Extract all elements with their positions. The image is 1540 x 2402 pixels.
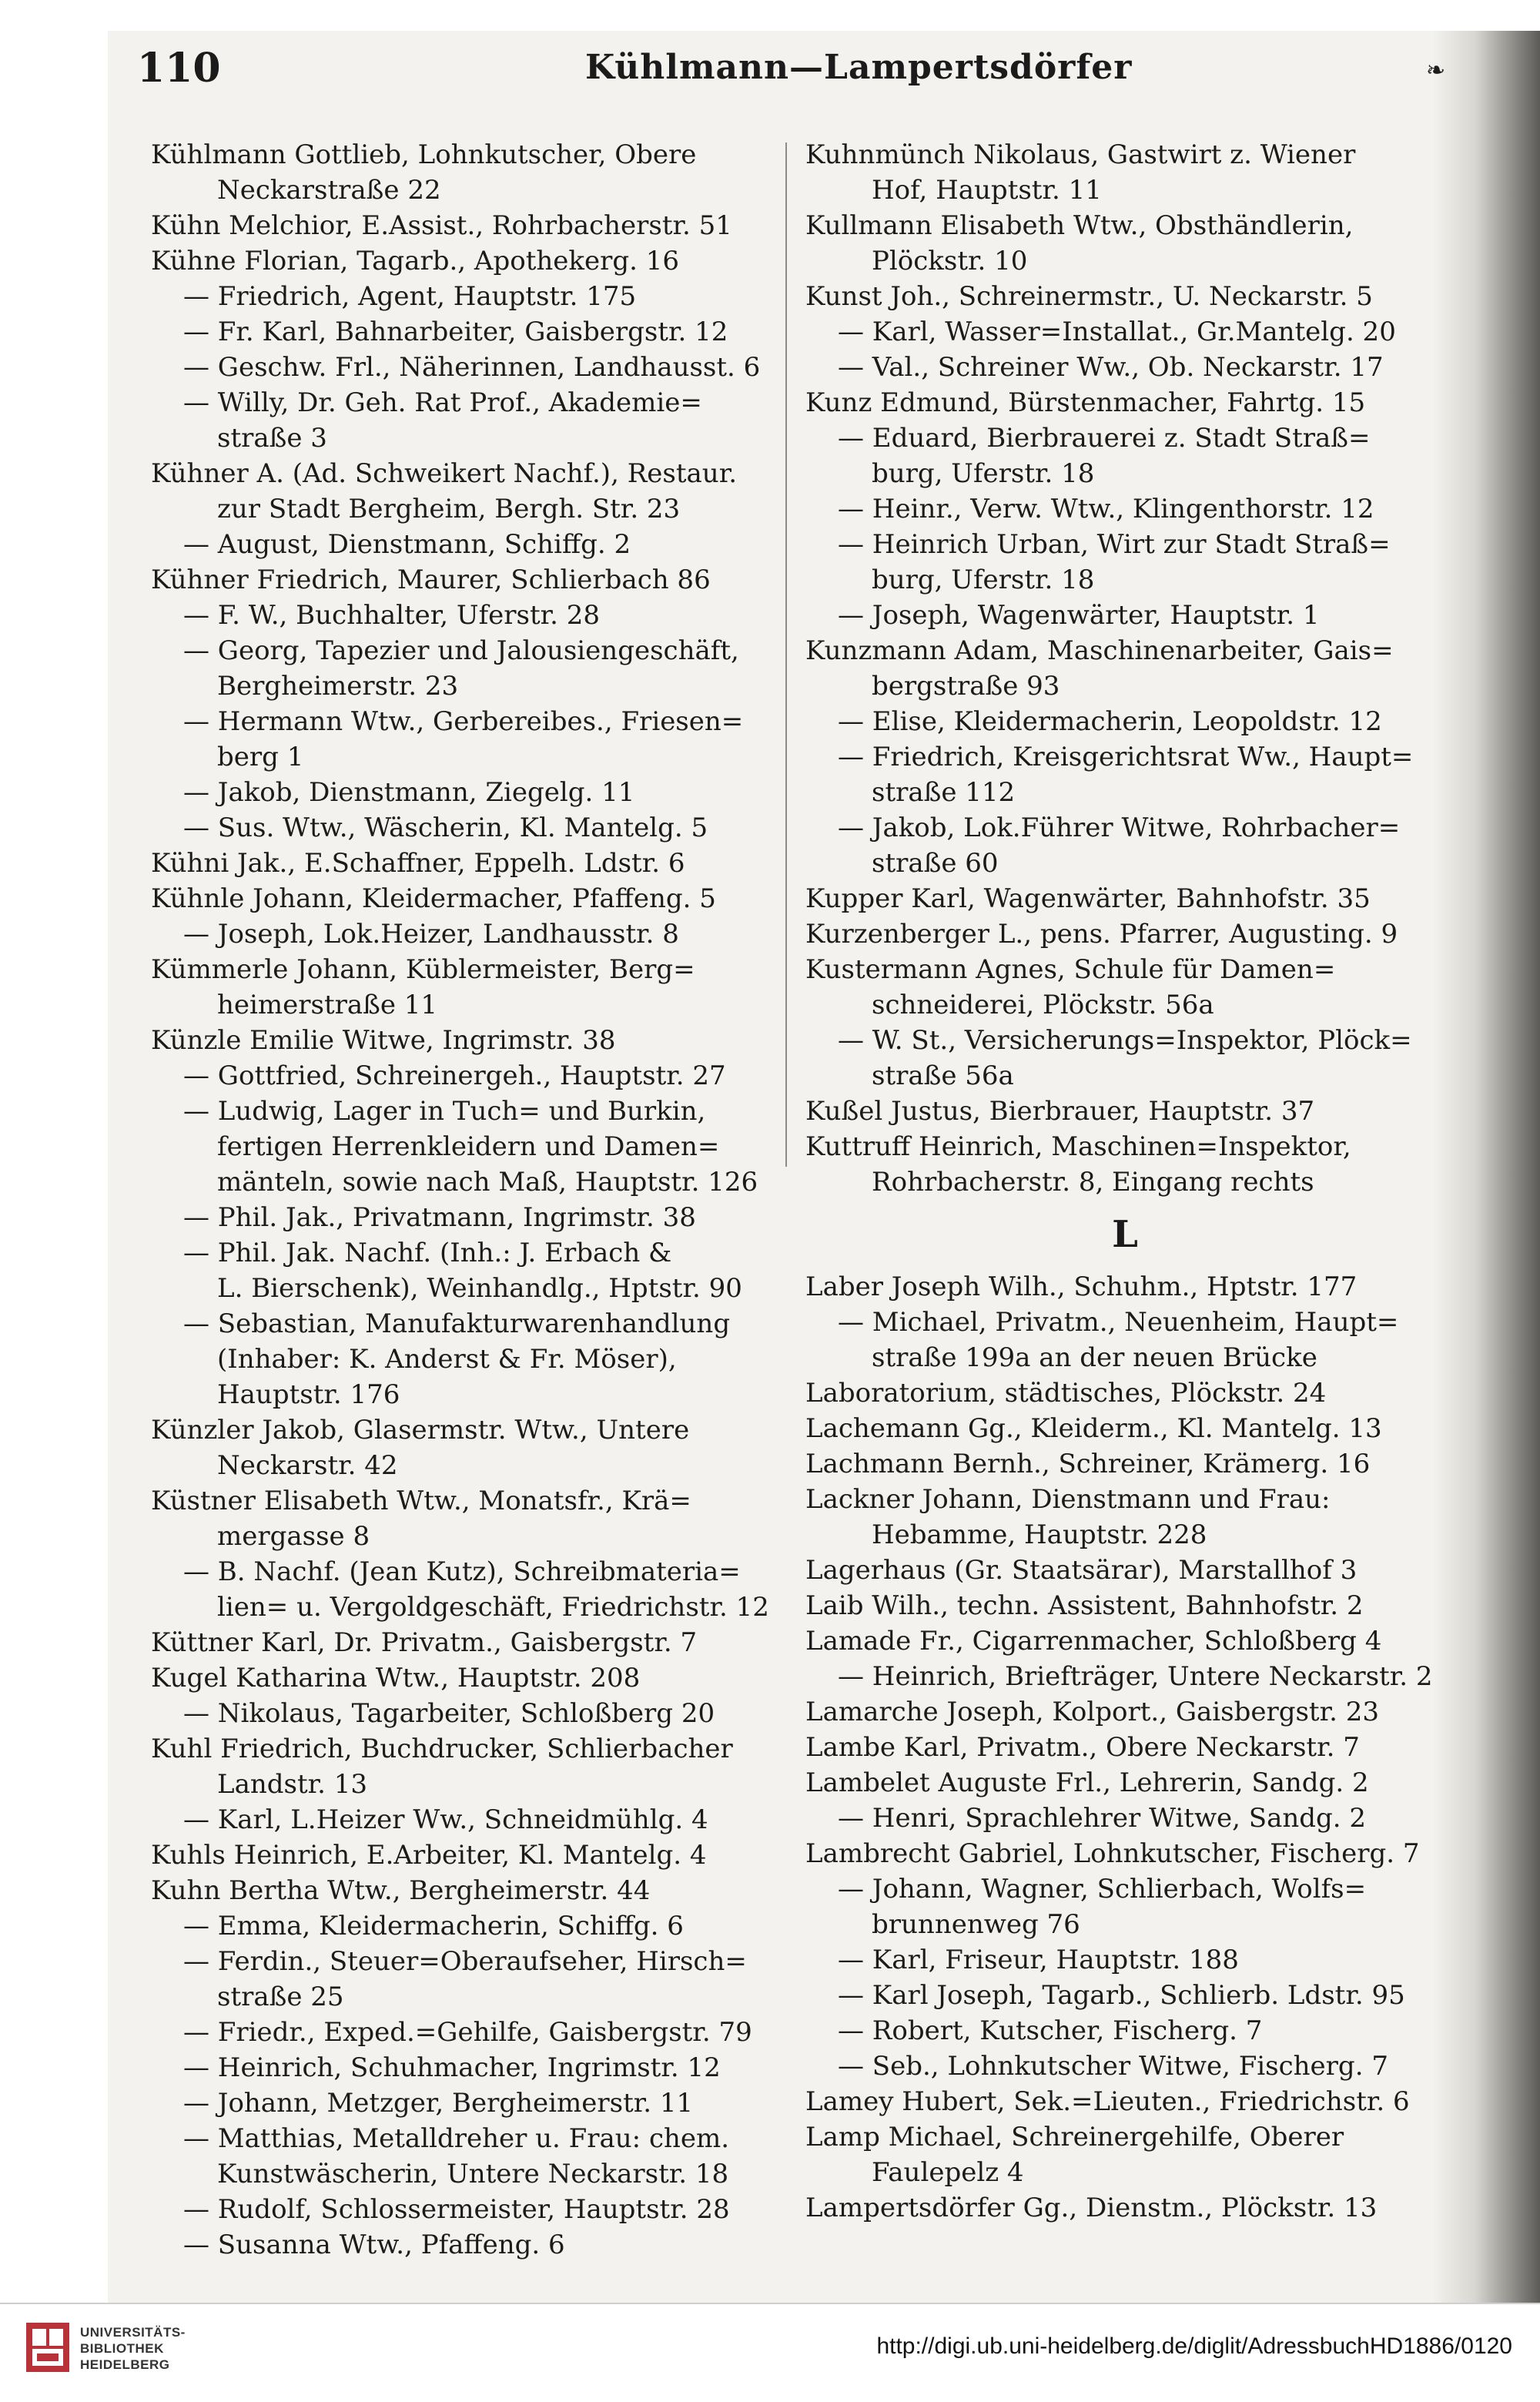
directory-entry: — Friedrich, Kreisgerichtsrat Ww., Haupt= — [838, 742, 1414, 772]
entry-continuation: fertigen Herrenkleidern und Damen= — [217, 1131, 720, 1162]
entry-continuation: Hauptstr. 176 — [217, 1379, 400, 1410]
library-logo-text — [80, 2324, 186, 2373]
directory-entry: — Fr. Karl, Bahnarbeiter, Gaisbergstr. 12 — [183, 317, 728, 347]
directory-entry: — Michael, Privatm., Neuenheim, Haupt= — [838, 1307, 1399, 1338]
directory-entry: Lambrecht Gabriel, Lohnkutscher, Fischerg. 7 — [805, 1838, 1420, 1869]
directory-entry: Lackner Johann, Dienstmann und Frau: — [805, 1484, 1331, 1515]
directory-entry: — Val., Schreiner Ww., Ob. Neckarstr. 17 — [838, 352, 1384, 383]
entry-continuation: mänteln, sowie nach Maß, Hauptstr. 126 — [217, 1167, 758, 1198]
entry-continuation: burg, Uferstr. 18 — [872, 564, 1095, 595]
directory-entry: Lamade Fr., Cigarrenmacher, Schloßberg 4 — [805, 1626, 1382, 1657]
entry-continuation: Kunstwäscherin, Untere Neckarstr. 18 — [217, 2159, 729, 2189]
directory-entry: Kugel Katharina Wtw., Hauptstr. 208 — [151, 1663, 641, 1693]
directory-entry: — Seb., Lohnkutscher Witwe, Fischerg. 7 — [838, 2051, 1388, 2082]
directory-entry: — Phil. Jak. Nachf. (Inh.: J. Erbach & — [183, 1238, 672, 1268]
entry-continuation: Faulepelz 4 — [872, 2157, 1024, 2188]
directory-entry: Laber Joseph Wilh., Schuhm., Hptstr. 177 — [805, 1271, 1358, 1302]
directory-entry: Kunst Joh., Schreinermstr., U. Neckarstr. 5 — [805, 281, 1373, 312]
directory-entry: — Joseph, Wagenwärter, Hauptstr. 1 — [838, 600, 1320, 631]
directory-entry: Künzle Emilie Witwe, Ingrimstr. 38 — [151, 1025, 616, 1056]
directory-entry: Kuhl Friedrich, Buchdrucker, Schlierbacher — [151, 1734, 733, 1764]
directory-entry: Kümmerle Johann, Küblermeister, Berg= — [151, 954, 695, 985]
entry-continuation: Bergheimerstr. 23 — [217, 671, 459, 702]
directory-entry: Kuhnmünch Nikolaus, Gastwirt z. Wiener — [805, 139, 1356, 170]
directory-entry: — F. W., Buchhalter, Uferstr. 28 — [183, 600, 601, 631]
directory-entry: — Heinrich, Briefträger, Untere Neckarstr. 2 — [838, 1661, 1433, 1692]
directory-entry: — Heinrich, Schuhmacher, Ingrimstr. 12 — [183, 2052, 721, 2083]
directory-entry: Lampertsdörfer Gg., Dienstm., Plöckstr. 13 — [805, 2193, 1378, 2223]
directory-entry: — Hermann Wtw., Gerbereibes., Friesen= — [183, 706, 744, 737]
column-divider — [785, 142, 787, 1167]
directory-entry: Lagerhaus (Gr. Staatsärar), Marstallhof 3 — [805, 1555, 1358, 1586]
directory-entry: — Ludwig, Lager in Tuch= und Burkin, — [183, 1096, 706, 1127]
entry-continuation: schneiderei, Plöckstr. 56a — [872, 990, 1214, 1020]
entry-continuation: Plöckstr. 10 — [872, 246, 1028, 276]
directory-entry: Laib Wilh., techn. Assistent, Bahnhofstr. 2 — [805, 1590, 1364, 1621]
directory-entry: Kurzenberger L., pens. Pfarrer, Augusting. 9 — [805, 919, 1398, 950]
directory-entry: — Karl, L.Heizer Ww., Schneidmühlg. 4 — [183, 1804, 708, 1835]
directory-entry: Lambelet Auguste Frl., Lehrerin, Sandg. 2 — [805, 1767, 1369, 1798]
entry-continuation: straße 25 — [217, 1982, 344, 2012]
page-number: 110 — [137, 45, 221, 92]
directory-entry: Lachemann Gg., Kleiderm., Kl. Mantelg. 13 — [805, 1413, 1382, 1444]
directory-entry: — Matthias, Metalldreher u. Frau: chem. — [183, 2123, 730, 2154]
directory-entry: — Henri, Sprachlehrer Witwe, Sandg. 2 — [838, 1803, 1367, 1834]
directory-entry: — Nikolaus, Tagarbeiter, Schloßberg 20 — [183, 1698, 715, 1729]
directory-entry: — Sebastian, Manufakturwarenhandlung — [183, 1308, 731, 1339]
directory-entry: Kunz Edmund, Bürstenmacher, Fahrtg. 15 — [805, 387, 1366, 418]
entry-continuation: zur Stadt Bergheim, Bergh. Str. 23 — [217, 494, 681, 524]
directory-entry: Kühne Florian, Tagarb., Apothekerg. 16 — [151, 246, 679, 276]
directory-entry: Kupper Karl, Wagenwärter, Bahnhofstr. 35 — [805, 883, 1371, 914]
directory-entry: Kußel Justus, Bierbrauer, Hauptstr. 37 — [805, 1096, 1315, 1127]
directory-entry: — Friedrich, Agent, Hauptstr. 175 — [183, 281, 637, 312]
entry-continuation: lien= u. Vergoldgeschäft, Friedrichstr. 12 — [217, 1592, 769, 1623]
logo-line: BIBLIOTHEK — [80, 2341, 164, 2356]
directory-entry: — Emma, Kleidermacherin, Schiffg. 6 — [183, 1911, 684, 1941]
directory-entry: — Heinrich Urban, Wirt zur Stadt Straß= — [838, 529, 1391, 560]
directory-entry: — Rudolf, Schlossermeister, Hauptstr. 28 — [183, 2194, 730, 2225]
entry-continuation: heimerstraße 11 — [217, 990, 438, 1020]
directory-entry: Kuhn Bertha Wtw., Bergheimerstr. 44 — [151, 1875, 651, 1906]
entry-continuation: straße 60 — [872, 848, 999, 879]
directory-entry: — Karl, Friseur, Hauptstr. 188 — [838, 1945, 1239, 1975]
entry-continuation: straße 112 — [872, 777, 1016, 808]
directory-entry: Kühn Melchior, E.Assist., Rohrbacherstr. 51 — [151, 210, 732, 241]
entry-continuation: Neckarstraße 22 — [217, 175, 441, 206]
entry-continuation: Neckarstr. 42 — [217, 1450, 398, 1481]
entry-continuation: Rohrbacherstr. 8, Eingang rechts — [872, 1167, 1314, 1198]
entry-continuation: bergstraße 93 — [872, 671, 1060, 702]
directory-entry: Kühner A. (Ad. Schweikert Nachf.), Restaur. — [151, 458, 738, 489]
directory-entry: Kuttruff Heinrich, Maschinen=Inspektor, — [805, 1131, 1351, 1162]
running-head: Kühlmann—Lampertsdörfer — [585, 48, 1133, 87]
directory-entry: — Phil. Jak., Privatmann, Ingrimstr. 38 — [183, 1202, 696, 1233]
entry-continuation: Landstr. 13 — [217, 1769, 368, 1800]
directory-entry: Küstner Elisabeth Wtw., Monatsfr., Krä= — [151, 1486, 691, 1516]
ornament-icon: ❧ — [1426, 57, 1446, 84]
directory-entry: Lachmann Bernh., Schreiner, Krämerg. 16 — [805, 1449, 1371, 1479]
entry-continuation: straße 56a — [872, 1060, 1014, 1091]
logo-line: HEIDELBERG — [80, 2357, 170, 2372]
directory-entry: — Willy, Dr. Geh. Rat Prof., Akademie= — [183, 387, 702, 418]
entry-continuation: burg, Uferstr. 18 — [872, 458, 1095, 489]
directory-entry: — August, Dienstmann, Schiffg. 2 — [183, 529, 631, 560]
directory-entry: Kustermann Agnes, Schule für Damen= — [805, 954, 1336, 985]
entry-continuation: straße 199a an der neuen Brücke — [872, 1342, 1317, 1373]
directory-entry: Kuhls Heinrich, E.Arbeiter, Kl. Mantelg. 4 — [151, 1840, 707, 1871]
university-seal-icon — [26, 2323, 69, 2372]
directory-entry: — Elise, Kleidermacherin, Leopoldstr. 12 — [838, 706, 1382, 737]
left-column — [151, 137, 790, 2263]
directory-entry: — Jakob, Dienstmann, Ziegelg. 11 — [183, 777, 635, 808]
directory-entry: — Eduard, Bierbrauerei z. Stadt Straß= — [838, 423, 1371, 454]
directory-entry: Lambe Karl, Privatm., Obere Neckarstr. 7 — [805, 1732, 1360, 1763]
directory-entry: Lamp Michael, Schreinergehilfe, Oberer — [805, 2122, 1344, 2152]
directory-entry: — Jakob, Lok.Führer Witwe, Rohrbacher= — [838, 812, 1401, 843]
directory-entry: — Johann, Metzger, Bergheimerstr. 11 — [183, 2088, 694, 2119]
directory-entry: Küttner Karl, Dr. Privatm., Gaisbergstr. 7 — [151, 1627, 698, 1658]
directory-entry: — Robert, Kutscher, Fischerg. 7 — [838, 2015, 1263, 2046]
directory-entry: — Georg, Tapezier und Jalousiengeschäft, — [183, 635, 739, 666]
directory-entry: Laboratorium, städtisches, Plöckstr. 24 — [805, 1378, 1327, 1409]
directory-entry: Kühnle Johann, Kleidermacher, Pfaffeng. 5 — [151, 883, 716, 914]
directory-entry: Kühni Jak., E.Schaffner, Eppelh. Ldstr. 6 — [151, 848, 685, 879]
directory-entry: — Friedr., Exped.=Gehilfe, Gaisbergstr. 79 — [183, 2017, 752, 2048]
directory-entry: Kullmann Elisabeth Wtw., Obsthändlerin, — [805, 210, 1354, 241]
directory-entry: — Johann, Wagner, Schlierbach, Wolfs= — [838, 1874, 1367, 1905]
entry-continuation: mergasse 8 — [217, 1521, 370, 1552]
directory-entry: — Joseph, Lok.Heizer, Landhausstr. 8 — [183, 919, 679, 950]
page-edge-shadow — [1432, 31, 1540, 2303]
entry-continuation: berg 1 — [217, 742, 304, 772]
source-url-link[interactable]: http://digi.ub.uni-heidelberg.de/diglit/AdressbuchHD1886/0120 — [876, 2333, 1512, 2359]
logo-line: UNIVERSITÄTS- — [80, 2325, 186, 2340]
directory-entry: — Karl, Wasser=Installat., Gr.Mantelg. 20 — [838, 317, 1396, 347]
directory-entry: — Geschw. Frl., Näherinnen, Landhausst. 6 — [183, 352, 761, 383]
directory-entry: Kühner Friedrich, Maurer, Schlierbach 86 — [151, 564, 711, 595]
entry-continuation: straße 3 — [217, 423, 327, 454]
directory-entry: Lamarche Joseph, Kolport., Gaisbergstr. 23 — [805, 1697, 1379, 1727]
directory-entry: — Heinr., Verw. Wtw., Klingenthorstr. 12 — [838, 494, 1374, 524]
directory-entry: — W. St., Versicherungs=Inspektor, Plöck= — [838, 1025, 1412, 1056]
section-heading: L — [1112, 1213, 1138, 1256]
right-column — [805, 137, 1445, 2226]
directory-entry: — Gottfried, Schreinergeh., Hauptstr. 27 — [183, 1060, 726, 1091]
footer-bar — [0, 2303, 1540, 2402]
directory-entry: — Susanna Wtw., Pfaffeng. 6 — [183, 2229, 565, 2260]
directory-entry: — Sus. Wtw., Wäscherin, Kl. Mantelg. 5 — [183, 812, 708, 843]
directory-entry: — Karl Joseph, Tagarb., Schlierb. Ldstr. 95 — [838, 1980, 1405, 2011]
entry-continuation: Hebamme, Hauptstr. 228 — [872, 1519, 1207, 1550]
directory-entry: — Ferdin., Steuer=Oberaufseher, Hirsch= — [183, 1946, 747, 1977]
directory-entry: Künzler Jakob, Glasermstr. Wtw., Untere — [151, 1415, 690, 1446]
entry-continuation: brunnenweg 76 — [872, 1909, 1080, 1940]
directory-entry: Kühlmann Gottlieb, Lohnkutscher, Obere — [151, 139, 697, 170]
directory-entry: Lamey Hubert, Sek.=Lieuten., Friedrichstr. 6 — [805, 2086, 1410, 2117]
entry-continuation: Hof, Hauptstr. 11 — [872, 175, 1102, 206]
entry-continuation: L. Bierschenk), Weinhandlg., Hptstr. 90 — [217, 1273, 742, 1304]
directory-entry: — B. Nachf. (Jean Kutz), Schreibmateria= — [183, 1556, 741, 1587]
entry-continuation: (Inhaber: K. Anderst & Fr. Möser), — [217, 1344, 677, 1375]
directory-entry: Kunzmann Adam, Maschinenarbeiter, Gais= — [805, 635, 1394, 666]
